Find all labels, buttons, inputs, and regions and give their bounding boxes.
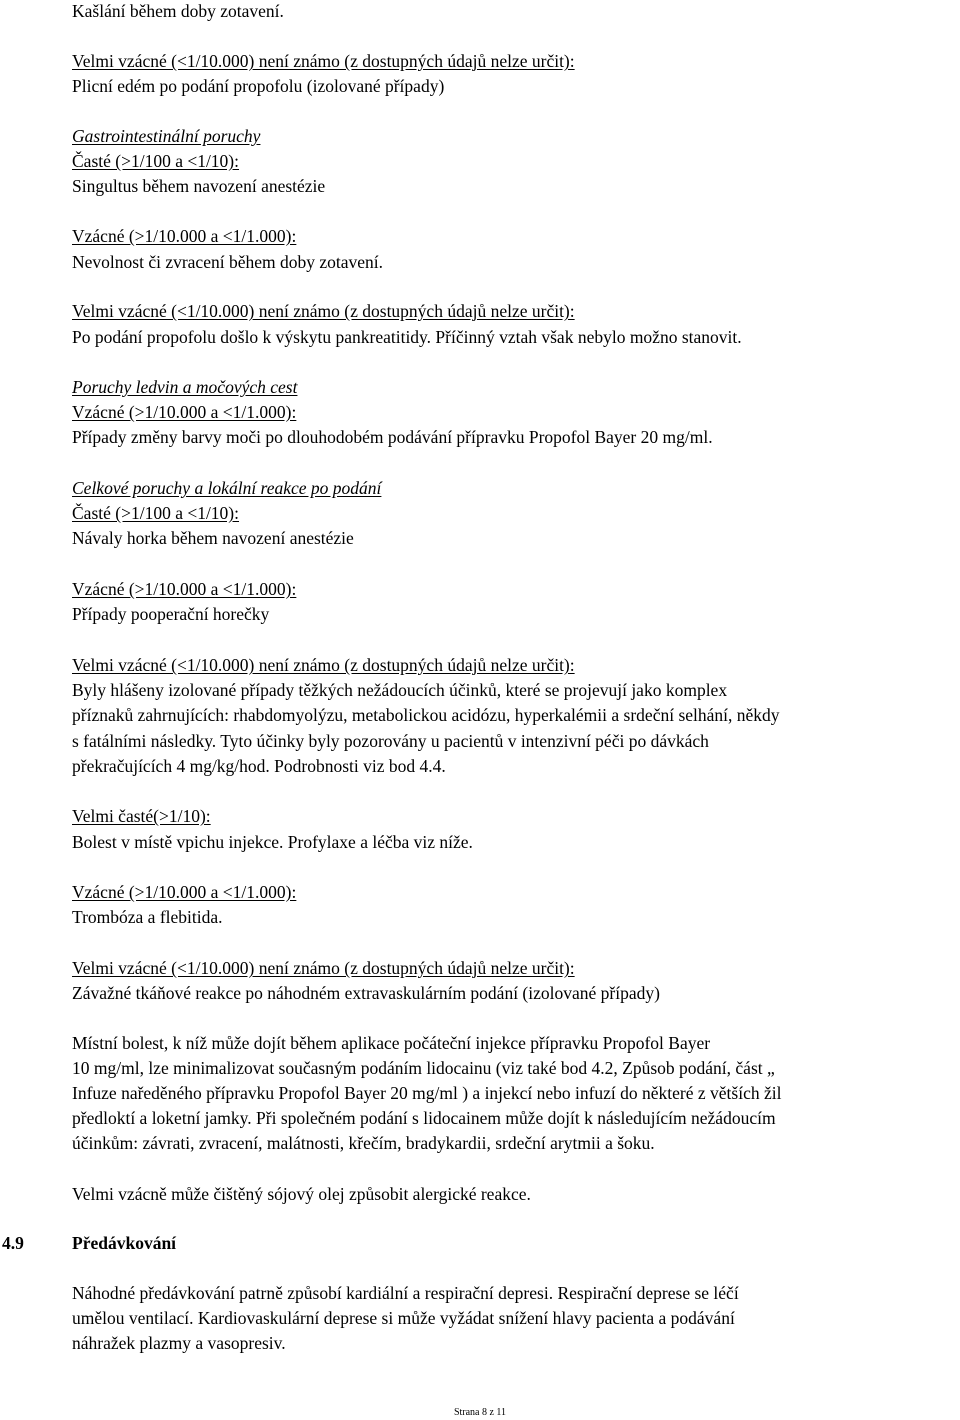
frequency-heading: Velmi vzácné (<1/10.000) není známo (z dostupných údajů nelze určit): (72, 51, 575, 71)
text-line: s fatálními následky. Tyto účinky byly pozorovány u pacientů v intenzivní péči po dávkách (72, 731, 709, 751)
frequency-heading: Vzácné (>1/10.000 a <1/1.000): (72, 882, 297, 902)
frequency-heading: Časté (>1/100 a <1/10): (72, 503, 240, 523)
organ-class-heading: Poruchy ledvin a močových cest (72, 377, 298, 397)
section-number: 4.9 (2, 1233, 24, 1253)
text-line: Singultus během navození anestézie (72, 176, 326, 196)
text-line: Závažné tkáňové reakce po náhodném extravaskulárním podání (izolované případy) (72, 983, 660, 1003)
frequency-heading: Velmi vzácné (<1/10.000) není známo (z dostupných údajů nelze určit): (72, 958, 575, 978)
text-line: Kašlání během doby zotavení. (72, 1, 284, 21)
text-line: Případy pooperační horečky (72, 604, 270, 624)
text-line: Po podání propofolu došlo k výskytu pankreatitidy. Příčinný vztah však nebylo možno stanovit. (72, 327, 742, 347)
frequency-heading: Vzácné (>1/10.000 a <1/1.000): (72, 226, 297, 246)
text-line: Infuze naředěného přípravku Propofol Bayer 20 mg/ml ) a injekcí nebo infuzí do některé z větších žil (72, 1083, 782, 1103)
text-line: náhražek plazmy a vasopresiv. (72, 1333, 286, 1353)
text-line: Velmi vzácně může čištěný sójový olej způsobit alergické reakce. (72, 1184, 531, 1204)
text-line: Trombóza a flebitida. (72, 907, 223, 927)
text-line: Místní bolest, k níž může dojít během aplikace počáteční injekce přípravku Propofol Bayer (72, 1033, 711, 1053)
text-line: překračujících 4 mg/kg/hod. Podrobnosti viz bod 4.4. (72, 756, 446, 776)
frequency-heading: Velmi vzácné (<1/10.000) není známo (z dostupných údajů nelze určit): (72, 301, 575, 321)
text-line: Byly hlášeny izolované případy těžkých nežádoucích účinků, které se projevují jako komplex (72, 680, 728, 700)
text-line: předloktí a loketní jamky. Při společném podání s lidocainem může dojít k následujícím nežádoucím (72, 1108, 776, 1128)
text-line: Náhodné předávkování patrně způsobí kardiální a respirační depresi. Respirační deprese se léčí (72, 1283, 739, 1303)
frequency-heading: Časté (>1/100 a <1/10): (72, 151, 240, 171)
text-line: Bolest v místě vpichu injekce. Profylaxe a léčba viz níže. (72, 832, 473, 852)
text-line: příznaků zahrnujících: rhabdomyolýzu, metabolickou acidózu, hyperkalémii a srdeční selhání, někdy (72, 705, 780, 725)
text-line: účinkům: závrati, zvracení, malátnosti, křečím, bradykardii, srdeční arytmii a šoku. (72, 1133, 655, 1153)
page-footer: Strana 8 z 11 (453, 1407, 507, 1418)
text-line: Plicní edém po podání propofolu (izolované případy) (72, 76, 445, 96)
frequency-heading: Velmi časté(>1/10): (72, 806, 211, 826)
text-line: Nevolnost či zvracení během doby zotavení. (72, 252, 384, 272)
frequency-heading: Vzácné (>1/10.000 a <1/1.000): (72, 402, 297, 422)
text-line: 10 mg/ml, lze minimalizovat současným podáním lidocainu (viz také bod 4.2, Způsob podání, část „ (72, 1058, 775, 1078)
section-heading: Předávkování (72, 1233, 177, 1253)
frequency-heading: Velmi vzácné (<1/10.000) není známo (z dostupných údajů nelze určit): (72, 655, 575, 675)
frequency-heading: Vzácné (>1/10.000 a <1/1.000): (72, 579, 297, 599)
text-line: Případy změny barvy moči po dlouhodobém podávání přípravku Propofol Bayer 20 mg/ml. (72, 427, 713, 447)
organ-class-heading: Gastrointestinální poruchy (72, 126, 261, 146)
organ-class-heading: Celkové poruchy a lokální reakce po podání (72, 478, 382, 498)
text-line: umělou ventilací. Kardiovaskulární deprese si může vyžádat snížení hlavy pacienta a podávání (72, 1308, 735, 1328)
text-line: Návaly horka během navození anestézie (72, 528, 354, 548)
